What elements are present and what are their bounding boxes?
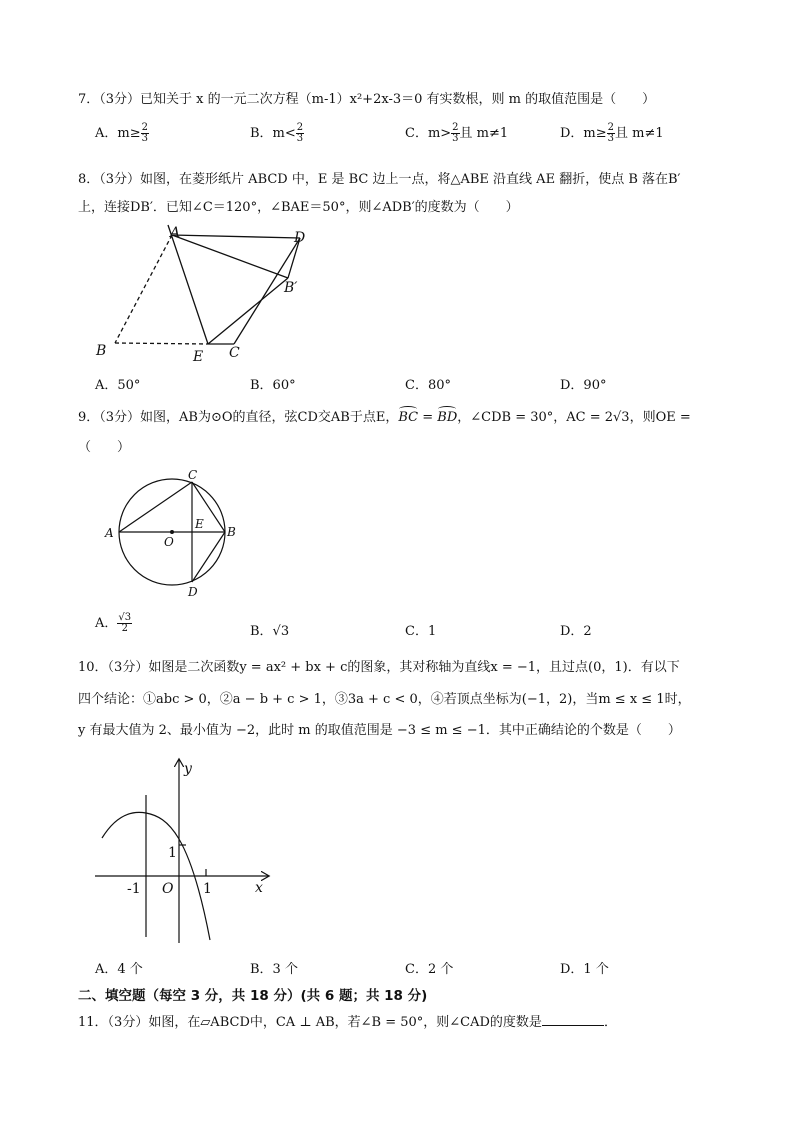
fraction: $\frac{2}{3}$ [296, 122, 304, 144]
label-c: C [229, 345, 240, 361]
q7-option-d[interactable]: D．m≥ $\frac{2}{3}$ 且 m≠1 [560, 122, 664, 144]
chord-ac [119, 482, 192, 532]
q8-option-c[interactable]: C．80° [405, 378, 451, 393]
q7-stem: 7．（3分）已知关于 x 的一元二次方程（m-1）x²+2x-3＝0 有实数根，则 m 的取值范围是（ ） [78, 92, 656, 107]
q8-rhombus-figure [90, 222, 320, 368]
q10-stem-line1: 10．（3分）如图是二次函数y = ax² + bx + c的图象，其对称轴为直线x = −1，且过点(0，1)．有以下 [78, 660, 680, 675]
segment-ad [172, 235, 300, 238]
center-point [170, 530, 174, 534]
segment-ab-prime [172, 235, 288, 278]
q9-option-b[interactable]: B．√3 [250, 624, 290, 639]
fraction: $\frac{2}{3}$ [452, 122, 459, 144]
arc-bd: BD [437, 410, 458, 425]
label-d: D [294, 230, 306, 246]
label-e: E [195, 517, 204, 531]
label-b-prime: B′ [284, 280, 298, 296]
label-origin: O [162, 881, 174, 897]
q8-stem-line2: 上，连接DB′．已知∠C＝120°，∠BAE＝50°，则∠ADB′的度数为（ ） [78, 200, 519, 215]
q11-stem: 11．（3分）如图，在▱ABCD中，CA ⊥ AB，若∠B = 50°，则∠CAD的度数是 ． [78, 1015, 617, 1030]
q7-option-a[interactable]: A．m≥ $\frac{2}{3}$ [95, 122, 148, 144]
q7-option-b[interactable]: B．m< $\frac{2}{3}$ [250, 122, 304, 144]
q10-option-c[interactable]: C．2 个 [405, 962, 454, 977]
segment-eb-prime [208, 278, 288, 344]
label-b: B [96, 343, 107, 359]
fraction: $\frac{2}{3}$ [141, 122, 148, 144]
q10-option-a[interactable]: A．4 个 [95, 962, 143, 977]
q9-circle-figure [100, 466, 250, 602]
segment-be-dashed [115, 343, 208, 344]
q9-stem-line1: 9．（3分）如图，AB为⊙O的直径，弦CD交AB于点E，BC = BD，∠CDB = 30°，AC = 2√3，则OE = [78, 410, 691, 425]
segment-ab-dashed [115, 235, 172, 343]
answer-blank[interactable] [542, 1013, 604, 1026]
q10-option-d[interactable]: D．1 个 [560, 962, 609, 977]
q8-option-a[interactable]: A．50° [95, 378, 141, 393]
label-a: A [105, 526, 114, 540]
label-a: A [170, 225, 181, 241]
q8-stem-line1: 8．（3分）如图，在菱形纸片 ABCD 中，E 是 BC 边上一点，将△ABE 沿直线 AE 翻折，使点 B 落在B′ [78, 172, 681, 187]
label-d: D [188, 585, 198, 599]
fraction: $\frac{√3}{2}$ [118, 612, 132, 634]
label-tick-1-y: 1 [168, 845, 177, 861]
q10-stem-line2: 四个结论：①abc > 0，②a − b + c > 1，③3a + c < 0，④若顶点坐标为(−1，2)，当m ≤ x ≤ 1时， [78, 692, 691, 707]
q8-option-d[interactable]: D．90° [560, 378, 607, 393]
label-e: E [193, 349, 204, 365]
q10-stem-line3: y 有最大值为 2、最小值为 −2，此时 m 的取值范围是 −3 ≤ m ≤ −1．其中正确结论的个数是（ ） [78, 723, 681, 738]
q10-parabola-graph [90, 755, 275, 945]
section-title-fill-in: 二、填空题（每空 3 分，共 18 分）(共 6 题；共 18 分) [78, 988, 428, 1004]
label-tick-1-x: 1 [203, 881, 212, 897]
label-x: x [255, 880, 263, 896]
arc-bc: BC [398, 410, 419, 425]
q7-option-c[interactable]: C．m> $\frac{2}{3}$ 且 m≠1 [405, 122, 509, 144]
segment-ae [168, 225, 208, 344]
q9-stem-line2: （ ） [78, 440, 131, 455]
q9-option-d[interactable]: D．2 [560, 624, 592, 639]
q10-option-b[interactable]: B．3 个 [250, 962, 298, 977]
q9-option-a[interactable]: A． $\frac{√3}{2}$ [95, 612, 132, 634]
fraction: $\frac{2}{3}$ [607, 122, 615, 144]
q9-option-c[interactable]: C．1 [405, 624, 437, 639]
label-y: y [184, 761, 192, 777]
label-c: C [188, 468, 198, 482]
label-tick-neg1: -1 [127, 881, 141, 897]
label-b: B [227, 525, 236, 539]
q8-option-b[interactable]: B．60° [250, 378, 296, 393]
chord-db [192, 532, 225, 582]
label-o: O [164, 535, 174, 549]
